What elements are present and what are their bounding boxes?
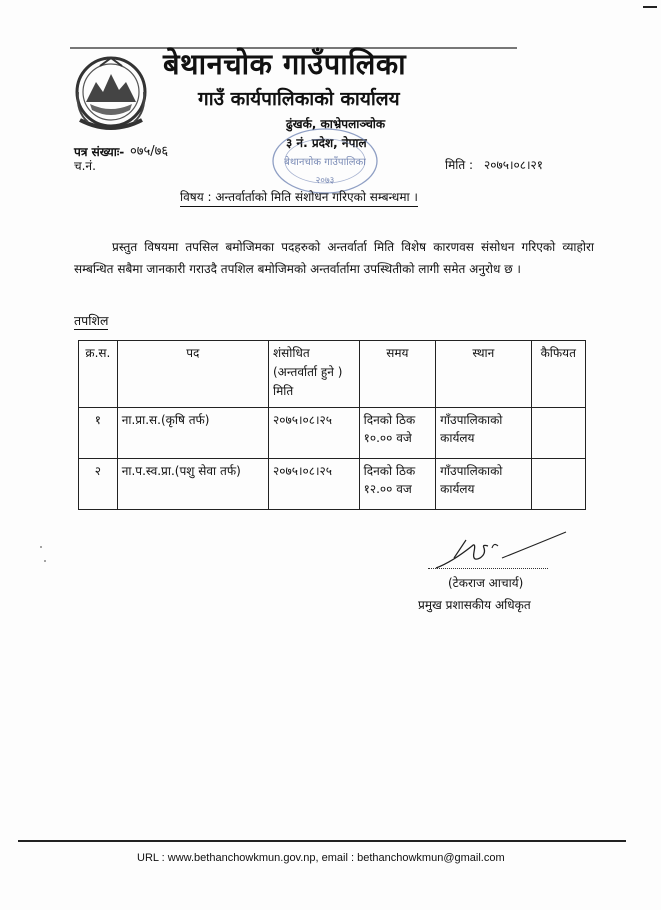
- dispatch-label: च.नं.: [74, 159, 96, 173]
- header-revised-date: शंसोधित (अन्तर्वार्ता हुने ) मिति: [269, 341, 360, 408]
- details-table: [78, 340, 586, 510]
- office-stamp: [270, 125, 380, 197]
- address-line-2: ३ नं. प्रदेश, नेपाल: [286, 136, 367, 150]
- signature-line: [428, 568, 548, 569]
- cell-time: दिनको ठिक १२.०० वज: [359, 459, 436, 510]
- cell-remarks: [531, 459, 585, 510]
- body-paragraph: प्रस्तुत विषयमा तपसिल बमोजिमका पदहरुको अन्तर्वार्ता मिति विशेष कारणवस संसोधन गरिएको व्याहोरा सम्बन्धित सबैमा जानकारी गराउदै तपशिल बमोजिमको अन्तर्वार्तामा उपस्थितीको लागी समेत अनुरोध छ ।: [74, 240, 594, 276]
- cell-post: ना.प्रा.स.(कृषि तर्फ): [117, 408, 268, 459]
- scan-speck: [44, 560, 46, 562]
- cell-date: २०७५।०८।२५: [269, 459, 360, 510]
- office-name: गाउँ कार्यपालिकाको कार्यालय: [198, 88, 400, 110]
- signatory-name: (टेकराज आचार्य): [448, 576, 524, 590]
- date-value: २०७५।०८।२१: [484, 158, 544, 172]
- stamp-text: बेथानचोक गाउँपालिका: [284, 157, 366, 168]
- handwritten-signature: [432, 528, 568, 578]
- header-remarks: कैफियत: [531, 341, 585, 408]
- date-label: मिति :: [445, 158, 474, 172]
- reference-number: ०७५/७६: [130, 144, 169, 159]
- reference-label: पत्र संख्याः-: [74, 145, 125, 159]
- subject-line: विषय : अन्तर्वार्ताको मिति संशोधन गरिएको सम्बन्धमा ।: [180, 188, 418, 207]
- address-line-1: ढुंखर्क, काभ्रेपलाञ्चोक: [286, 117, 386, 131]
- cell-place: गाँउपालिकाको कार्यलय: [436, 408, 531, 459]
- cell-place: गाँउपालिकाको कार्यलय: [436, 459, 531, 510]
- table-row: [79, 459, 586, 510]
- corner-mark: [643, 6, 657, 8]
- header-serial: क्र.स.: [79, 341, 118, 408]
- cell-serial: १: [79, 408, 118, 459]
- cell-serial: २: [79, 459, 118, 510]
- cell-post: ना.प.स्व.प्रा.(पशु सेवा तर्फ): [117, 459, 268, 510]
- header-place: स्थान: [436, 341, 531, 408]
- cell-remarks: [531, 408, 585, 459]
- signatory-title: प्रमुख प्रशासकीय अधिकृत: [418, 598, 531, 612]
- footer-contact: URL : www.bethanchowkmun.gov.np, email : bethanchowkmun@gmail.com: [137, 852, 505, 864]
- municipality-name: बेथानचोक गाउँपालिका: [163, 47, 407, 81]
- cell-date: २०७५।०८।२५: [269, 408, 360, 459]
- table-row: [79, 408, 586, 459]
- header-post: पद: [117, 341, 268, 408]
- footer-rule: [18, 840, 626, 842]
- header-time: समय: [359, 341, 436, 408]
- nepal-emblem-icon: [72, 52, 150, 138]
- stamp-year: २०७३: [315, 176, 335, 186]
- table-header-row: [79, 341, 586, 408]
- scan-speck: [40, 546, 42, 548]
- table-heading: तपशिल: [74, 313, 109, 328]
- cell-time: दिनको ठिक १०.०० वजे: [359, 408, 436, 459]
